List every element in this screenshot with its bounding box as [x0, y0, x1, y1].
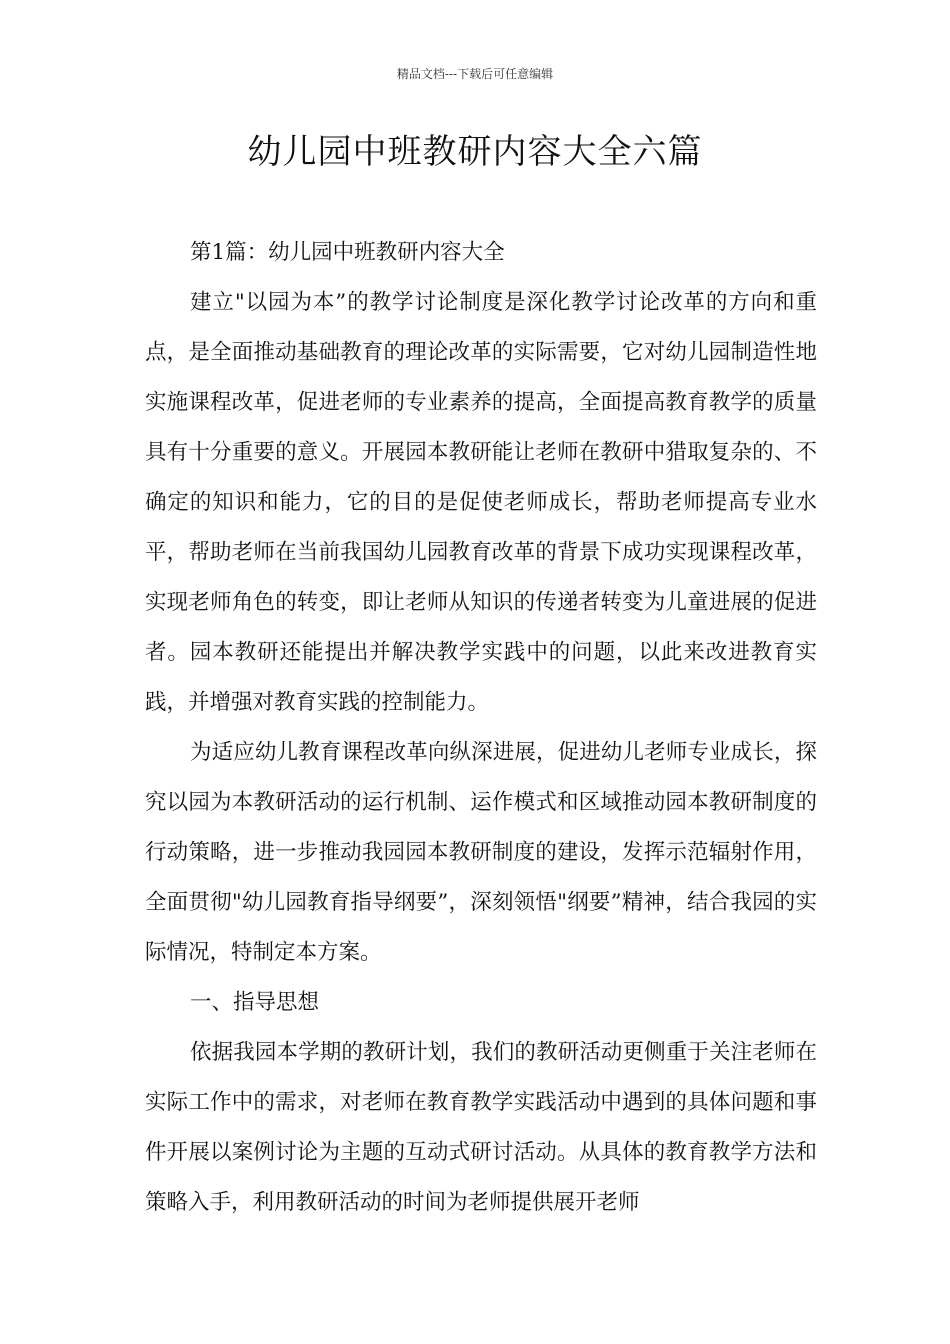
section-heading-guiding-ideology: 一、指导思想 — [190, 990, 320, 1015]
body-paragraph: 建立"以园为本”的教学讨论制度是深化教学讨论改革的方向和重点，是全面推动基础教育的理论改革的实际需要，它对幼儿园制造性地实施课程改革，促进老师的专业素养的提高，全面提高教育教学的质量具有十分重要的意义。开展园本教研能让老师在教研中猎取复杂的、不确定的知识和能力，它的目的是促使老师成长，帮助老师提高专业水平，帮助老师在当前我国幼儿园教育改革的背景下成功实现课程改革，实现老师角色的转变，即让老师从知识的传递者转变为儿童进展的促进者。园本教研还能提出并解决教学实践中的问题，以此来改进教育实践，并增强对教育实践的控制能力。 — [145, 290, 817, 715]
section-heading-part-1: 第1篇：幼儿园中班教研内容大全 — [190, 240, 505, 265]
document-title: 幼儿园中班教研内容大全六篇 — [247, 132, 703, 172]
body-paragraph: 为适应幼儿教育课程改革向纵深进展，促进幼儿老师专业成长，探究以园为本教研活动的运行机制、运作模式和区域推动园本教研制度的行动策略，进一步推动我园园本教研制度的建设，发挥示范辐射作用，全面贯彻"幼儿园教育指导纲要”，深刻领悟"纲要”精神，结合我园的实际情况，特制定本方案。 — [145, 740, 817, 965]
document-body — [145, 228, 817, 1228]
body-paragraph: 依据我园本学期的教研计划，我们的教研活动更侧重于关注老师在实际工作中的需求，对老师在教育教学实践活动中遇到的具体问题和事件开展以案例讨论为主题的互动式研讨活动。从具体的教育教学方法和策略入手，利用教研活动的时间为老师提供展开老师 — [145, 1040, 817, 1215]
header-note: 精品文档---下载后可任意编辑 — [396, 67, 554, 81]
